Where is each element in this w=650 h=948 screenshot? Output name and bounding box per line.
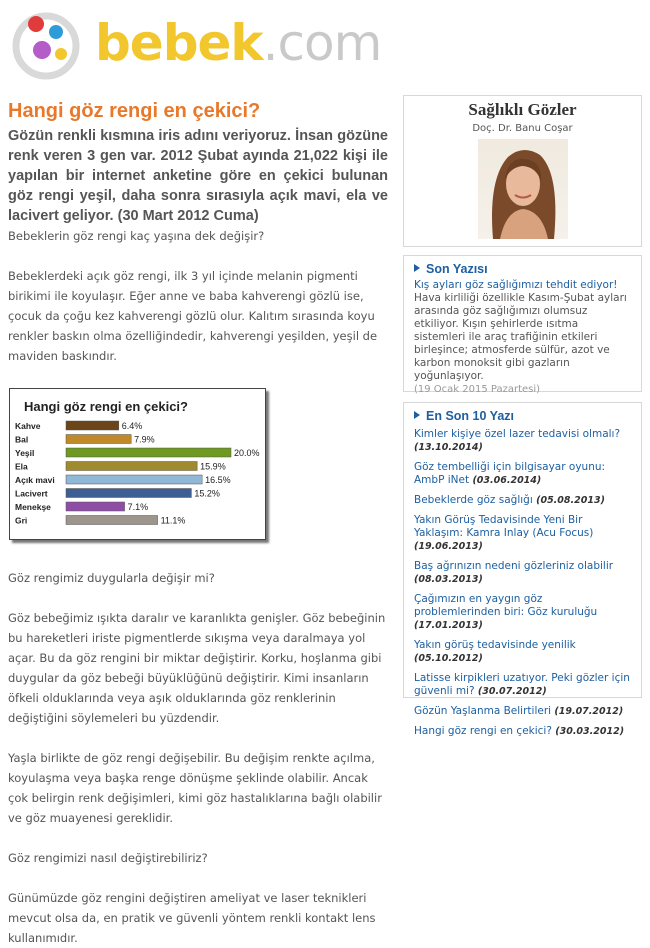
recent-heading [404,403,641,423]
logo-name: bebek [95,14,263,72]
recent-post-link[interactable]: Göz tembelliği için bilgisayar oyunu: AmbP iNet [414,461,606,486]
logo-suffix: .com [262,14,382,72]
paragraph-1: Bebeklerdeki açık göz rengi, ilk 3 yıl içinde melanin pigmenti birikimi ile koyulaşır. Eğer anne ve baba kahverengi gözlü ise, çocuk da çoğu kez kahverengi gözlü olur. Kalıtım sırasında koyu renkler baskın olma özelliğindedir, kahverengi yeşilden, yeşil de maviden baskındır. [8,269,378,363]
recent-post-link[interactable]: Bebeklerde göz sağlığı [414,494,533,506]
category-label: Bal [15,434,29,445]
bar [66,475,202,484]
value-label: 15.9% [200,461,226,472]
recent-post-date: (03.06.2014) [472,475,542,486]
paragraph-2: Göz bebeğimiz ışıkta daralır ve karanlıkta genişler. Göz bebeğinin bu hareketleri iriste pigmentlerde sıkışma veya daralmaya yol açar. Bu da göz rengini bir miktar değiştirir. Korku, hoşlanma gibi duygular da göz bebeği büyüklüğünü değiştirir. Kimi insanların öfkeli olduklarında veya aşık olduklarında göz renklerinin değiştiğini söylemeleri bu yüzdendir. [8,611,386,725]
list-item[interactable] [414,705,631,718]
list-item[interactable] [414,494,631,507]
logo-icon[interactable] [6,6,86,80]
arrow-right-icon [414,264,420,272]
latest-heading-label: Son Yazısı [426,262,488,276]
chart-svg [10,389,267,541]
list-item[interactable] [414,461,631,487]
latest-post [403,255,642,395]
article [8,98,388,945]
recent-post-date: (05.08.2013) [536,495,605,506]
recent-post-link[interactable]: Yakın Görüş Tedavisinde Yeni Bir Yaklaşım: Kamra Inlay (Acu Focus) [414,514,594,539]
bar [66,435,131,444]
arrow-right-icon [414,411,420,419]
category-label: Menekşe [15,502,51,512]
recent-post-date: (08.03.2013) [414,574,483,585]
value-label: 16.5% [205,475,231,485]
list-item[interactable] [414,725,631,738]
recent-posts [403,402,642,737]
list-item[interactable] [414,560,631,586]
question-3: Göz rengimizi nasıl değiştirebiliriz? [8,851,208,865]
recent-post-link[interactable]: Kimler kişiye özel lazer tedavisi olmalı? [414,428,621,440]
recent-heading-label: En Son 10 Yazı [426,409,515,423]
category-label: Lacivert [15,488,48,499]
value-label: 7.1% [127,502,149,512]
category-label: Gri [15,515,28,526]
latest-post-summary: Hava kirliliği özellikle Kasım-Şubat ayları arasında göz sağlığımızı olumsuz etkiliyor. Kışın şehirlerde ısıtma sistemleri ile araç trafiğinin etkileri birleşince; atmosferde sülfür, azot ve karbon monoksit gibi gazların yoğunlaşıyor. [414,292,627,382]
value-label: 20.0% [234,448,260,458]
recent-post-date: (19.07.2012) [554,706,624,717]
latest-post-link[interactable]: Kış ayları göz sağlığımızı tehdit ediyor! [414,279,618,291]
value-label: 15.2% [194,488,220,499]
category-label: Yeşil [15,448,35,458]
list-item[interactable] [414,593,631,632]
list-item[interactable] [414,514,631,553]
bar [66,448,231,457]
bar [66,462,197,471]
question-1: Bebeklerin göz rengi kaç yaşına dek değişir? [8,229,265,243]
logo-text[interactable] [95,8,381,78]
author-photo[interactable] [478,139,568,239]
bar [66,516,158,525]
question-2: Göz rengimiz duygularla değişir mi? [8,571,215,585]
recent-post-date: (13.10.2014) [414,442,483,453]
recent-post-link[interactable]: Latisse kirpikleri uzatıyor. Peki gözler için güvenli mi? [414,672,630,697]
article-title: Hangi göz rengi en çekici? [8,100,261,122]
category-label: Ela [15,461,28,472]
article-lead: Gözün renkli kısmına iris adını veriyoruz. İnsan gözüne renk veren 3 gen var. 2012 Şubat ayında 21,022 kişi ile yapılan bir internet anketine göre en çekici bulunan göz rengi yeşil, daha sonra sırasıyla açık mavi, ela ve lacivert geliyor. (30 Mart 2012 Cuma) [8,128,388,224]
recent-post-link[interactable]: Hangi göz rengi en çekici? [414,725,552,737]
bar [66,421,119,430]
site-header [0,0,650,90]
profile-author: Doç. Dr. Banu Coşar [472,123,573,134]
recent-post-date: (19.06.2013) [414,541,483,552]
value-label: 7.9% [134,434,155,445]
category-label: Açık mavi [15,475,55,485]
eye-color-chart [9,388,266,540]
value-label: 11.1% [160,515,186,526]
paragraph-3: Yaşla birlikte de göz rengi değişebilir. Bu değişim renkte açılma, koyulaşma veya başka renge dönüşme şeklinde olabilir. Ancak çok belirgin renk değişimleri, kimi göz hastalıklarına bağlı olabilir ve göz muayenesi gereklidir. [8,751,382,825]
recent-post-link[interactable]: Gözün Yaşlanma Belirtileri [414,705,552,717]
recent-post-date: (05.10.2012) [414,653,483,664]
profile-title[interactable]: Sağlıklı Gözler [468,100,577,119]
list-item[interactable] [414,672,631,698]
bar [66,502,125,511]
latest-heading [404,256,641,276]
recent-posts-list [404,423,641,738]
chart-title: Hangi göz rengi en çekici? [24,399,188,414]
category-label: Kahve [15,421,41,431]
list-item[interactable] [414,639,631,665]
author-profile [403,95,642,247]
recent-post-link[interactable]: Baş ağrınızın nedeni gözleriniz olabilir [414,560,614,572]
recent-post-link[interactable]: Çağımızın en yaygın göz problemlerinden biri: Göz kuruluğu [414,593,598,618]
recent-post-date: (30.07.2012) [477,686,547,697]
sidebar [403,95,642,737]
value-label: 6.4% [121,421,143,431]
recent-post-link[interactable]: Yakın görüş tedavisinde yenilik [414,639,576,651]
article-body-lower [8,568,388,948]
recent-post-date: (30.03.2012) [555,726,625,737]
latest-post-date: (19 Ocak 2015 Pazartesi) [414,384,541,395]
bar [66,489,191,498]
author-portrait-icon [478,139,568,239]
list-item[interactable] [414,428,631,454]
paragraph-4: Günümüzde göz rengini değiştiren ameliyat ve laser teknikleri mevcut olsa da, en pratik ve güvenli yöntem renkli kontakt lens kullanımıdır. [8,891,376,945]
recent-post-date: (17.01.2013) [414,620,483,631]
